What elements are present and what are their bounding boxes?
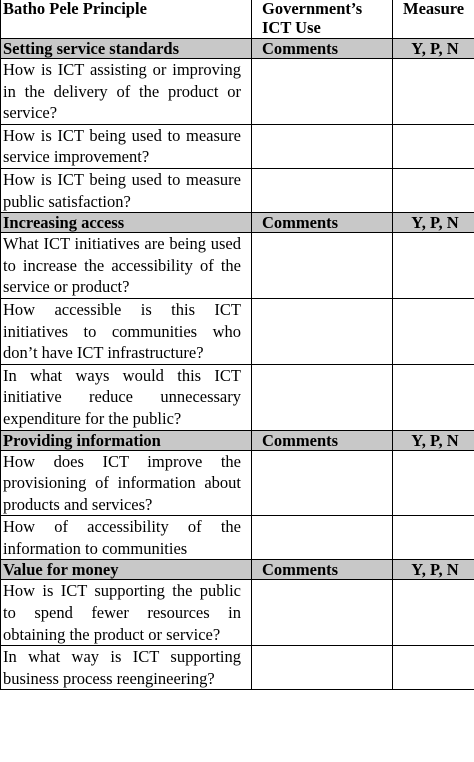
measure-cell[interactable] — [393, 124, 474, 168]
comments-cell[interactable] — [252, 580, 393, 646]
question-row — [1, 298, 474, 364]
header-ict-use-line1: Government’s — [262, 0, 363, 18]
comments-cell[interactable] — [252, 233, 393, 299]
section-title: Increasing access — [1, 213, 252, 233]
comments-cell[interactable] — [252, 124, 393, 168]
section-ypn-label: Y, P, N — [393, 213, 474, 233]
comments-cell[interactable] — [252, 364, 393, 430]
section-ypn-label: Y, P, N — [393, 560, 474, 580]
question-row — [1, 124, 474, 168]
question-row — [1, 364, 474, 430]
section-comments-label: Comments — [252, 560, 393, 580]
question-text: In what ways would this ICT initiative reduce unnecessary expenditure for the public? — [1, 364, 252, 430]
header-ict-use — [252, 0, 393, 39]
section-row-increasing-access — [1, 213, 474, 233]
section-title: Setting service standards — [1, 39, 252, 59]
comments-cell[interactable] — [252, 59, 393, 125]
section-title: Providing information — [1, 430, 252, 450]
section-comments-label: Comments — [252, 430, 393, 450]
measure-cell[interactable] — [393, 168, 474, 212]
section-title: Value for money — [1, 560, 252, 580]
question-text: How accessible is this ICT initiatives to communities who don’t have ICT infrastructure? — [1, 298, 252, 364]
measure-cell[interactable] — [393, 580, 474, 646]
measure-cell[interactable] — [393, 364, 474, 430]
question-row — [1, 233, 474, 299]
measure-cell[interactable] — [393, 646, 474, 690]
section-ypn-label: Y, P, N — [393, 430, 474, 450]
question-text: How is ICT being used to measure public satisfaction? — [1, 168, 252, 212]
section-ypn-label: Y, P, N — [393, 39, 474, 59]
measure-cell[interactable] — [393, 516, 474, 560]
header-ict-use-line2: ICT Use — [262, 18, 321, 37]
section-comments-label: Comments — [252, 213, 393, 233]
question-text: What ICT initiatives are being used to increase the accessibility of the service or product? — [1, 233, 252, 299]
measure-cell[interactable] — [393, 59, 474, 125]
comments-cell[interactable] — [252, 168, 393, 212]
comments-cell[interactable] — [252, 646, 393, 690]
section-row-providing-information — [1, 430, 474, 450]
question-text: How does ICT improve the provisioning of information about products and services? — [1, 450, 252, 516]
question-row — [1, 646, 474, 690]
header-measure: Measure — [393, 0, 474, 39]
table-header-row — [1, 0, 474, 39]
comments-cell[interactable] — [252, 450, 393, 516]
measure-cell[interactable] — [393, 450, 474, 516]
question-row — [1, 516, 474, 560]
question-text: How is ICT assisting or improving in the delivery of the product or service? — [1, 59, 252, 125]
question-row — [1, 580, 474, 646]
measure-cell[interactable] — [393, 298, 474, 364]
section-comments-label: Comments — [252, 39, 393, 59]
question-text: How of accessibility of the information to communities — [1, 516, 252, 560]
question-row — [1, 59, 474, 125]
section-row-setting-service-standards — [1, 39, 474, 59]
measure-cell[interactable] — [393, 233, 474, 299]
comments-cell[interactable] — [252, 298, 393, 364]
question-text: How is ICT supporting the public to spend fewer resources in obtaining the product or service? — [1, 580, 252, 646]
question-row — [1, 450, 474, 516]
comments-cell[interactable] — [252, 516, 393, 560]
header-principle: Batho Pele Principle — [1, 0, 252, 39]
section-row-value-for-money — [1, 560, 474, 580]
question-row — [1, 168, 474, 212]
question-text: How is ICT being used to measure service improvement? — [1, 124, 252, 168]
question-text: In what way is ICT supporting business process reengineering? — [1, 646, 252, 690]
